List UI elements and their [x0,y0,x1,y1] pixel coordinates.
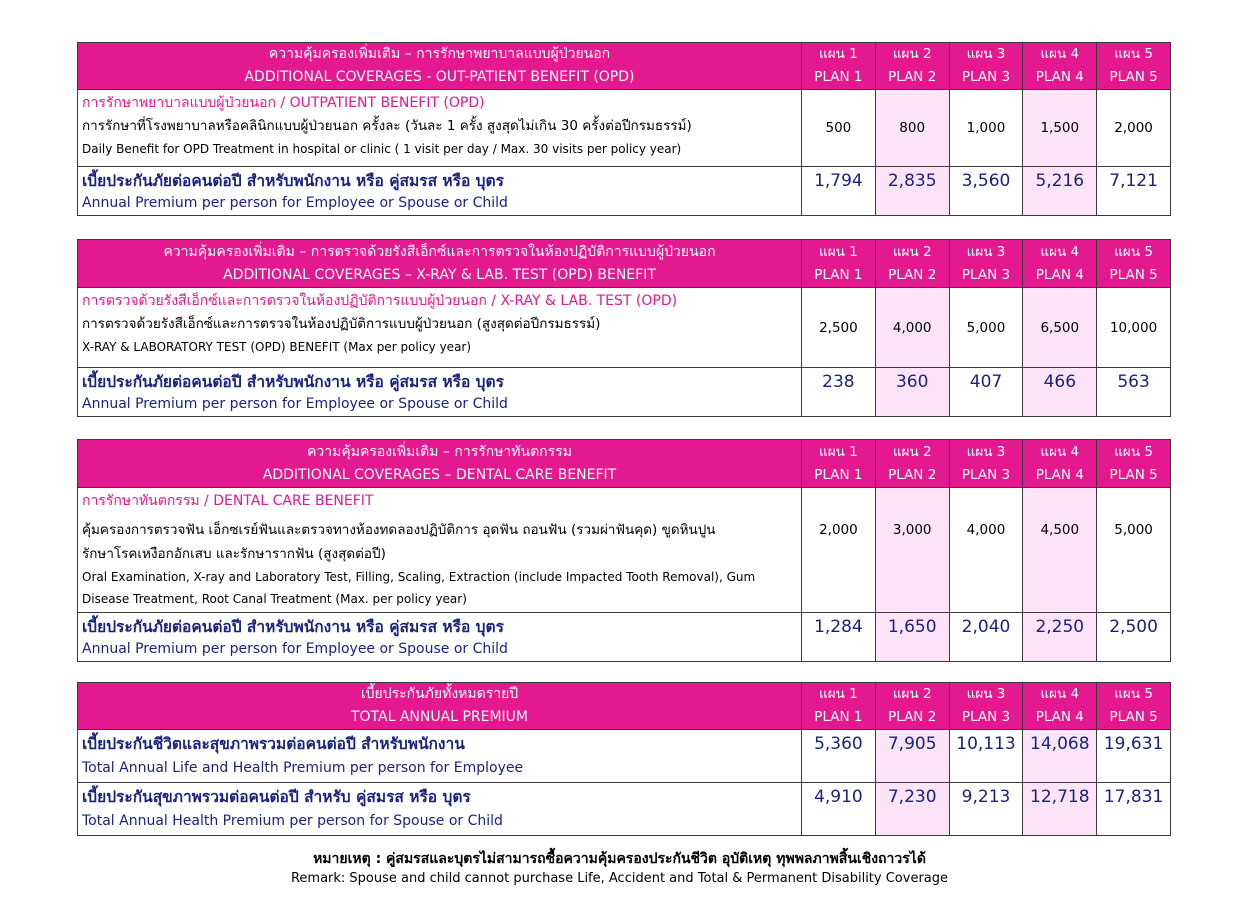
dental-subheading: การรักษาทันตกรรม / DENTAL CARE BENEFIT [82,493,374,509]
xray-benefit-plan-3: 5,000 [949,288,1023,368]
plan-3-header: แผน 3 PLAN 3 [949,683,1023,730]
xray-benefit-description: การตรวจด้วยรังสีเอ็กซ์และการตรวจในห้องปฏิบัติการแบบผู้ป่วยนอก / X-RAY & LAB. TEST (OPD) การตรวจด้วยรังสีเอ็กซ์และการตรวจในห้องปฏิบัติการแบบผู้ป่วยนอก (สูงสุดต่อปีกรมธรรม์) X-RAY & LABORATORY TEST (OPD) BENEFIT (Max per policy year) [78,288,802,368]
dental-premium-row [78,613,1171,662]
dental-premium-plan-1: 1,284 [802,613,876,662]
xray-premium-plan-2: 360 [875,368,949,417]
opd-benefit-plan-5: 2,000 [1097,90,1171,167]
plan-2-header: แผน 2 PLAN 2 [875,683,949,730]
opd-premium-plan-4: 5,216 [1023,167,1097,216]
xray-subheading: การตรวจด้วยรังสีเอ็กซ์และการตรวจในห้องปฏิบัติการแบบผู้ป่วยนอก / X-RAY & LAB. TEST (OPD) [82,293,678,309]
opd-premium-label: เบี้ยประกันภัยต่อคนต่อปี สำหรับพนักงาน หรือ คู่สมรส หรือ บุตร Annual Premium per person for Employee or Spouse or Child [78,167,802,216]
opd-subheading: การรักษาพยาบาลแบบผู้ป่วยนอก / OUTPATIENT BENEFIT (OPD) [82,95,485,111]
total-employee-label: เบี้ยประกันชีวิตและสุขภาพรวมต่อคนต่อปี สำหรับพนักงาน Total Annual Life and Health Premium per person for Employee [78,730,802,783]
plan-2-header: แผน 2 PLAN 2 [875,43,949,90]
dental-benefit-plan-3: 4,000 [949,488,1023,613]
opd-premium-plan-5: 7,121 [1097,167,1171,216]
plan-1-header: แผน 1 PLAN 1 [802,440,876,488]
dental-premium-plan-2: 1,650 [875,613,949,662]
dental-benefit-row [78,488,1171,613]
plan-2-header: แผน 2 PLAN 2 [875,440,949,488]
xray-premium-plan-3: 407 [949,368,1023,417]
plan-5-header: แผน 5 PLAN 5 [1097,43,1171,90]
plan-4-header: แผน 4 PLAN 4 [1023,440,1097,488]
total-premium-table [77,682,1171,836]
total-employee-plan-1: 5,360 [802,730,876,783]
plan-1-header: แผน 1 PLAN 1 [802,240,876,288]
total-spouse-plan-1: 4,910 [802,783,876,836]
plan-1-header: แผน 1 PLAN 1 [802,43,876,90]
dental-premium-plan-3: 2,040 [949,613,1023,662]
opd-benefit-plan-3: 1,000 [949,90,1023,167]
xray-premium-plan-1: 238 [802,368,876,417]
total-spouse-row [78,783,1171,836]
xray-premium-label: เบี้ยประกันภัยต่อคนต่อปี สำหรับพนักงาน หรือ คู่สมรส หรือ บุตร Annual Premium per person for Employee or Spouse or Child [78,368,802,417]
opd-benefit-description: การรักษาพยาบาลแบบผู้ป่วยนอก / OUTPATIENT BENEFIT (OPD) การรักษาที่โรงพยาบาลหรือคลินิกแบบผู้ป่วยนอก ครั้งละ (วันละ 1 ครั้ง สูงสุดไม่เกิน 30 ครั้งต่อปีกรมธรรม์) Daily Benefit for OPD Treatment in hospital or clinic ( 1 visit per day / Max. 30 visits per policy year) [78,90,802,167]
xray-benefit-plan-5: 10,000 [1097,288,1171,368]
plan-3-header: แผน 3 PLAN 3 [949,240,1023,288]
total-spouse-plan-3: 9,213 [949,783,1023,836]
plan-5-header: แผน 5 PLAN 5 [1097,440,1171,488]
xray-premium-plan-4: 466 [1023,368,1097,417]
remark-english: Remark: Spouse and child cannot purchase Life, Accident and Total & Permanent Disability Coverage [290,871,949,886]
plan-4-header: แผน 4 PLAN 4 [1023,43,1097,90]
opd-premium-plan-1: 1,794 [802,167,876,216]
dental-benefit-plan-2: 3,000 [875,488,949,613]
xray-header-title: ความคุ้มครองเพิ่มเติม – การตรวจด้วยรังสีเอ็กซ์และการตรวจในห้องปฏิบัติการแบบผู้ป่วยนอก ADDITIONAL COVERAGES – X-RAY & LAB. TEST (OPD) BENEFIT [78,240,802,288]
total-spouse-label: เบี้ยประกันสุขภาพรวมต่อคนต่อปี สำหรับ คู่สมรส หรือ บุตร Total Annual Health Premium per person for Spouse or Child [78,783,802,836]
total-employee-plan-5: 19,631 [1097,730,1171,783]
xray-premium-plan-5: 563 [1097,368,1171,417]
opd-benefit-plan-2: 800 [875,90,949,167]
opd-premium-row [78,167,1171,216]
dental-benefit-table [77,439,1171,662]
dental-premium-label: เบี้ยประกันภัยต่อคนต่อปี สำหรับพนักงาน หรือ คู่สมรส หรือ บุตร Annual Premium per person for Employee or Spouse or Child [78,613,802,662]
plan-1-header: แผน 1 PLAN 1 [802,683,876,730]
plan-5-header: แผน 5 PLAN 5 [1097,683,1171,730]
xray-benefit-plan-4: 6,500 [1023,288,1097,368]
dental-header-title: ความคุ้มครองเพิ่มเติม – การรักษาทันตกรรม ADDITIONAL COVERAGES – DENTAL CARE BENEFIT [78,440,802,488]
xray-benefit-table [77,239,1171,417]
total-employee-plan-3: 10,113 [949,730,1023,783]
dental-benefit-plan-5: 5,000 [1097,488,1171,613]
dental-benefit-plan-4: 4,500 [1023,488,1097,613]
opd-header-title: ความคุ้มครองเพิ่มเติม – การรักษาพยาบาลแบบผู้ป่วยนอก ADDITIONAL COVERAGES - OUT-PATIENT BENEFIT (OPD) [78,43,802,90]
plan-4-header: แผน 4 PLAN 4 [1023,240,1097,288]
opd-premium-plan-2: 2,835 [875,167,949,216]
opd-benefit-plan-4: 1,500 [1023,90,1097,167]
xray-premium-row [78,368,1171,417]
plan-2-header: แผน 2 PLAN 2 [875,240,949,288]
xray-benefit-plan-2: 4,000 [875,288,949,368]
dental-premium-plan-5: 2,500 [1097,613,1171,662]
opd-benefit-plan-1: 500 [802,90,876,167]
plan-3-header: แผน 3 PLAN 3 [949,440,1023,488]
total-employee-row [78,730,1171,783]
dental-benefit-plan-1: 2,000 [802,488,876,613]
plan-5-header: แผน 5 PLAN 5 [1097,240,1171,288]
total-header-title: เบี้ยประกันภัยทั้งหมดรายปี TOTAL ANNUAL PREMIUM [78,683,802,730]
opd-benefit-row [78,90,1171,167]
total-employee-plan-2: 7,905 [875,730,949,783]
plan-3-header: แผน 3 PLAN 3 [949,43,1023,90]
dental-benefit-description: การรักษาทันตกรรม / DENTAL CARE BENEFIT คุ้มครองการตรวจฟัน เอ็กซเรย์ฟันและตรวจทางห้องทดลองปฏิบัติการ อุดฟัน ถอนฟัน (รวมผ่าฟันคุด) ขูดหินปูน รักษาโรคเหงือกอักเสบ และรักษารากฟัน (สูงสุดต่อปี) Oral Examination, X-ray and Laboratory Test, Filling, Scaling, Extraction (include Impacted Tooth Removal), Gum Disease Treatment, Root Canal Treatment (Max. per policy year) [78,488,802,613]
total-spouse-plan-5: 17,831 [1097,783,1171,836]
xray-benefit-row [78,288,1171,368]
total-spouse-plan-4: 12,718 [1023,783,1097,836]
opd-benefit-table [77,42,1171,216]
plan-4-header: แผน 4 PLAN 4 [1023,683,1097,730]
total-employee-plan-4: 14,068 [1023,730,1097,783]
remark-thai: หมายเหตุ : คู่สมรสและบุตรไม่สามารถซื้อความคุ้มครองประกันชีวิต อุบัติเหตุ ทุพพลภาพสิ้นเชิงถาวรได้ [313,851,926,867]
opd-premium-plan-3: 3,560 [949,167,1023,216]
dental-premium-plan-4: 2,250 [1023,613,1097,662]
total-spouse-plan-2: 7,230 [875,783,949,836]
xray-benefit-plan-1: 2,500 [802,288,876,368]
